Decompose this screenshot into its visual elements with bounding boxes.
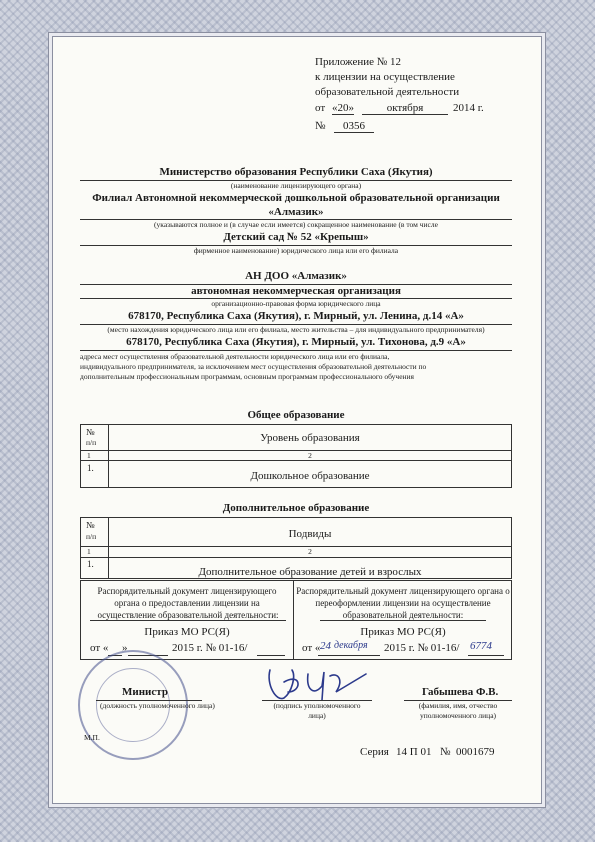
appendix-label: Приложение № 12 [315,56,402,68]
col-index-2: 2 [308,547,312,556]
legal-form-caption: организационно-правовая форма юридического лица [211,299,381,308]
signer-name-caption-2: уполномоченного лица) [419,711,497,720]
activity-address: 678170, Республика Саха (Якутия), г. Мирный, ул. Тихонова, д.9 «А» [126,336,466,348]
date-prefix: от [315,102,326,114]
activity-address-caption-2: индивидуального предпринимателя, за исключением мест осуществления образовательной деятельности по [80,362,427,371]
signer-name-caption-1: (фамилия, имя, отчество [418,701,498,710]
legal-address-caption: (место нахождения юридического лица или его филиала, место жительства – для индивидуального предпринимателя) [107,325,485,334]
legal-form: автономная некоммерческая организация [191,285,401,297]
licensee-short-name: Детский сад № 52 «Крепыш» [223,231,369,243]
series-number: 0001679 [456,746,495,758]
licensee-name-line1: Филиал Автономной некоммерческой дошкольной образовательной организации [92,192,500,204]
right-doc-line3: образовательной деятельности: [320,610,486,621]
col-num-header-2: п/п [86,438,97,447]
right-day-handwritten: 24 [320,640,331,652]
legal-entity-short: АН ДОО «Алмазик» [245,270,347,282]
col-num-header: № [86,520,95,530]
left-doc-line2: органа о предоставлении лицензии на [114,598,260,608]
series-value: 14 П 01 [396,746,432,758]
col-subtype-header: Подвиды [288,528,332,540]
col-index-1: 1 [87,547,91,556]
right-doc-line2: переоформлении лицензии на осуществление [315,598,491,608]
licensee-name-line2: «Алмазик» [268,206,324,218]
left-doc-line1: Распорядительный документ лицензирующего [97,586,277,596]
right-date-year: 2015 г. № 01-16/ [384,642,460,654]
col-index-2: 2 [308,451,312,460]
left-date-prefix: от « [90,642,109,654]
signer-position: Министр [122,686,168,698]
col-num-header-2: п/п [86,532,97,541]
right-order: Приказ МО РС(Я) [360,626,446,638]
issuer-name: Министерство образования Республики Саха (Якутия) [159,166,433,178]
date-year: 2014 г. [453,102,484,114]
left-order: Приказ МО РС(Я) [144,626,230,638]
row-num: 1. [87,559,94,569]
number-prefix: № [315,120,326,132]
row-num: 1. [87,463,94,473]
licensee-caption2: фирменное наименование) юридического лица или его филиала [193,246,399,255]
col-level-header: Уровень образования [260,432,360,444]
signer-position-caption: (должность уполномоченного лица) [100,701,215,710]
date-day: «20» [332,102,354,114]
legal-address: 678170, Республика Саха (Якутия), г. Мирный, ул. Ленина, д.14 «А» [128,310,464,322]
right-doc-line1: Распорядительный документ лицензирующего органа о [296,586,510,596]
series-label: Серия [360,746,389,758]
general-education-title: Общее образование [247,409,345,421]
series-number-prefix: № [440,746,451,758]
left-date-mid: » [122,642,128,654]
col-index-1: 1 [87,451,91,460]
activity-address-caption-3: дополнительным профессиональным программам, основным программам профессионального обучения [80,372,415,381]
license-number: 0356 [334,120,374,133]
left-date-year: 2015 г. № 01-16/ [172,642,248,654]
right-date-prefix: от « [302,642,321,654]
to-license-label: к лицензии на осуществление [315,71,455,83]
date-month: октября [362,102,448,115]
activity-label: образовательной деятельности [315,86,460,98]
left-doc-line3: осуществление образовательной деятельности: [90,610,286,621]
licensee-caption1: (указываются полное и (в случае если имеется) сокращенное наименование (в том числе [154,220,438,229]
issuer-caption: (наименование лицензирующего органа) [230,181,362,190]
seal-place-label: М.П. [84,733,100,742]
right-number-handwritten: 6774 [470,640,492,652]
signer-name: Габышева Ф.В. [422,686,499,698]
education-subtype: Дополнительное образование детей и взрослых [198,566,422,578]
education-level: Дошкольное образование [250,470,370,482]
additional-education-title: Дополнительное образование [222,502,370,514]
activity-address-caption-1: адреса мест осуществления образовательной деятельности юридического лица или его филиала, [80,352,390,361]
signature-caption-1: (подпись уполномоченного [273,701,361,710]
col-num-header: № [86,427,95,437]
right-month-handwritten: декабря [334,640,368,651]
signature-caption-2: лица) [308,711,326,720]
